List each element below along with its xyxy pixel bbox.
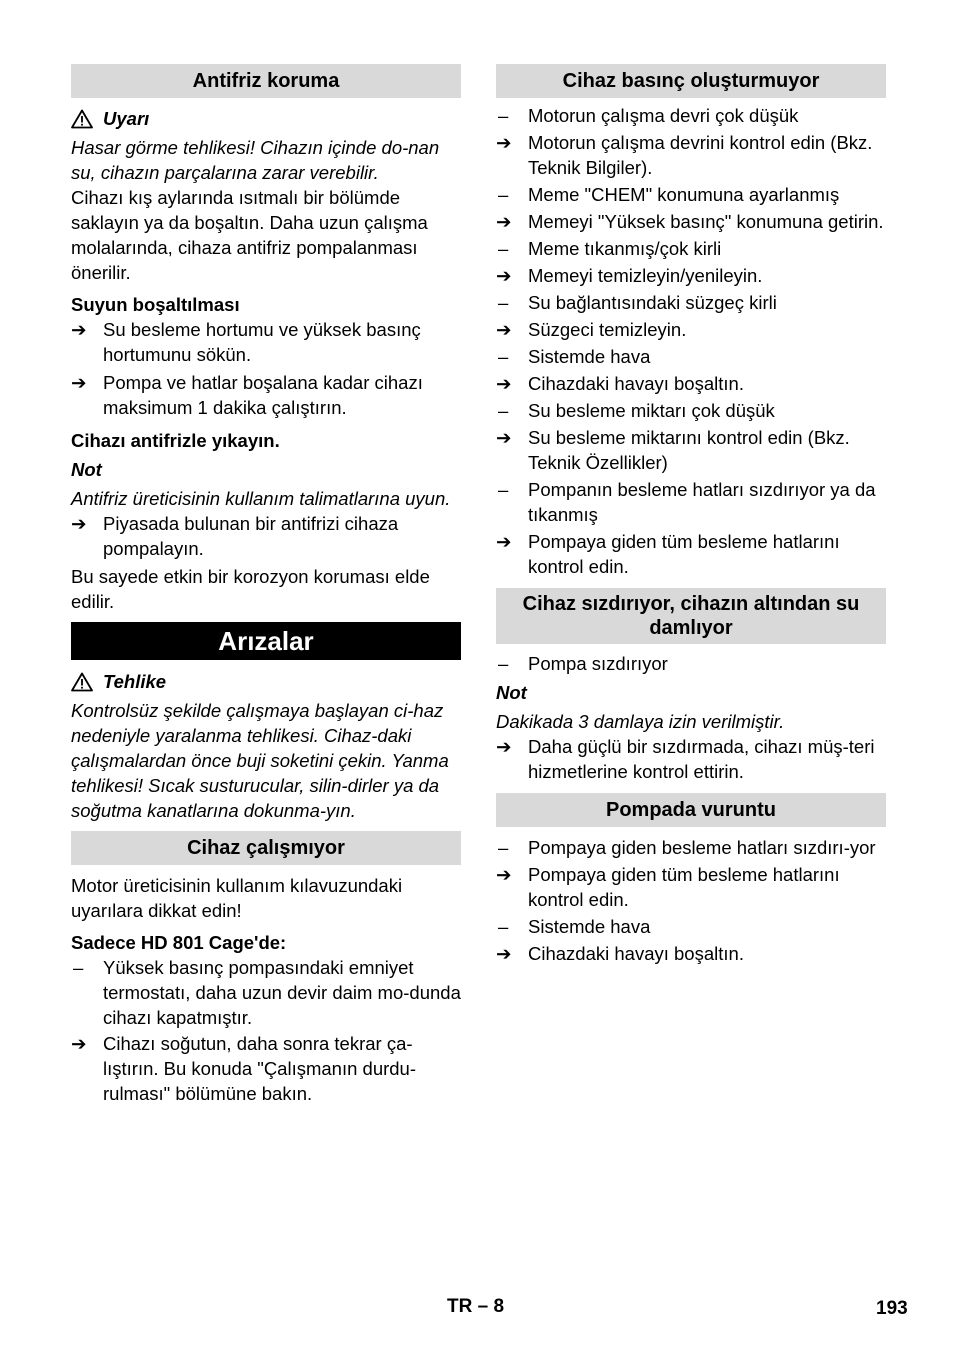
cause-text: Sistemde hava bbox=[528, 346, 651, 367]
dash-bullet-icon: – bbox=[498, 653, 509, 674]
footer-language-code: TR – 8 bbox=[447, 1296, 505, 1317]
arrow-right-icon: ➔ bbox=[496, 211, 512, 232]
cause-item bbox=[496, 290, 886, 315]
cause-text: Meme tıkanmış/çok kirli bbox=[528, 238, 722, 259]
dash-bullet-icon: – bbox=[498, 238, 509, 259]
cause-item bbox=[496, 477, 886, 527]
right-column bbox=[496, 64, 886, 966]
step-text: Memeyi "Yüksek basınç" konumuna getirin. bbox=[528, 211, 884, 232]
cause-text: Meme "CHEM" konumuna ayarlanmış bbox=[528, 184, 840, 205]
cause-item bbox=[496, 182, 886, 207]
arrow-right-icon: ➔ bbox=[496, 864, 512, 885]
danger-label: Tehlike bbox=[103, 671, 167, 692]
no-pressure-list bbox=[496, 103, 886, 579]
cause-text: Sistemde hava bbox=[528, 916, 651, 937]
step-text: Pompaya giden tüm besleme hatlarını kontrol edin. bbox=[528, 531, 840, 577]
arrow-right-icon: ➔ bbox=[71, 319, 87, 340]
note-text: Antifriz üreticisinin kullanım talimatlarına uyun. bbox=[71, 488, 451, 509]
danger-text: Kontrolsüz şekilde çalışmaya başlayan ci-haz nedeniyle yaralanma tehlikesi. Cihaz-daki çalışmalardan önce buji soketini çekin. Yanma tehlikesi! Sıcak susturucular, silin-dirler ya da soğutma kanatlarına dokunma-yın. bbox=[71, 700, 449, 821]
section-heading-knocking: Pompada vuruntu bbox=[496, 793, 886, 827]
arrow-right-icon: ➔ bbox=[496, 265, 512, 286]
warning-triangle-icon bbox=[71, 672, 93, 692]
step-text: Su besleme miktarını kontrol edin (Bkz. Teknik Özellikler) bbox=[528, 427, 850, 473]
antifreeze-body: Cihazı kış aylarında ısıtmalı bir bölümde saklayın ya da boşaltın. Daha uzun çalışma molalarında, cihaza antifriz pompalanması önerilir. bbox=[71, 187, 428, 283]
cause-item bbox=[496, 103, 886, 128]
step-item bbox=[71, 370, 461, 420]
not-working-body: Motor üreticisinin kullanım kılavuzundaki uyarılara dikkat edin! bbox=[71, 875, 403, 921]
cause-item bbox=[71, 955, 461, 1030]
knocking-list bbox=[496, 835, 886, 966]
arrow-right-icon: ➔ bbox=[496, 943, 512, 964]
dash-bullet-icon: – bbox=[498, 400, 509, 421]
step-item bbox=[496, 209, 886, 234]
cause-text: Yüksek basınç pompasındaki emniyet termostatı, daha uzun devir daim mo-dunda cihazı kapatmıştır. bbox=[103, 957, 461, 1028]
arrow-right-icon: ➔ bbox=[496, 427, 512, 448]
chapter-heading-faults: Arızalar bbox=[71, 622, 461, 660]
step-item bbox=[496, 263, 886, 288]
note-label: Not bbox=[71, 459, 102, 480]
dash-bullet-icon: – bbox=[498, 916, 509, 937]
cause-item bbox=[496, 914, 886, 939]
warning-triangle-icon bbox=[71, 109, 93, 129]
step-item bbox=[496, 130, 886, 180]
dash-bullet-icon: – bbox=[498, 479, 509, 500]
step-item bbox=[496, 941, 886, 966]
note-text: Dakikada 3 damlaya izin verilmiştir. bbox=[496, 711, 785, 732]
dash-bullet-icon: – bbox=[498, 837, 509, 858]
step-item bbox=[71, 511, 461, 561]
arrow-right-icon: ➔ bbox=[496, 319, 512, 340]
cause-item bbox=[496, 835, 886, 860]
note-label: Not bbox=[496, 682, 527, 703]
step-item bbox=[71, 317, 461, 367]
arrow-right-icon: ➔ bbox=[71, 1033, 87, 1054]
step-item bbox=[496, 529, 886, 579]
arrow-right-icon: ➔ bbox=[71, 513, 87, 534]
dash-bullet-icon: – bbox=[498, 292, 509, 313]
arrow-right-icon: ➔ bbox=[496, 373, 512, 394]
step-item bbox=[496, 734, 886, 784]
step-text: Cihazdaki havayı boşaltın. bbox=[528, 943, 744, 964]
step-text: Pompa ve hatlar boşalana kadar cihazı maksimum 1 dakika çalıştırın. bbox=[103, 372, 423, 418]
dash-bullet-icon: – bbox=[498, 184, 509, 205]
danger-line bbox=[71, 669, 461, 694]
dash-bullet-icon: – bbox=[73, 957, 84, 978]
section-heading-leaking: Cihaz sızdırıyor, cihazın altından su damlıyor bbox=[496, 588, 886, 644]
cause-text: Su besleme miktarı çok düşük bbox=[528, 400, 775, 421]
cause-text: Pompaya giden besleme hatları sızdırı-yor bbox=[528, 837, 876, 858]
arrow-right-icon: ➔ bbox=[71, 372, 87, 393]
section-heading-no-pressure: Cihaz basınç oluşturmuyor bbox=[496, 64, 886, 98]
step-text: Memeyi temizleyin/yenileyin. bbox=[528, 265, 763, 286]
section-heading-antifreeze: Antifriz koruma bbox=[71, 64, 461, 98]
step-text: Cihazı soğutun, daha sonra tekrar ça-lıştırın. Bu konuda "Çalışmanın durdu-rulması" bölümüne bakın. bbox=[103, 1033, 417, 1104]
step-text: Süzgeci temizleyin. bbox=[528, 319, 687, 340]
step-item bbox=[496, 317, 886, 342]
arrow-right-icon: ➔ bbox=[496, 132, 512, 153]
cause-text: Su bağlantısındaki süzgeç kirli bbox=[528, 292, 777, 313]
page-number: 193 bbox=[876, 1298, 908, 1319]
cause-item bbox=[496, 344, 886, 369]
warning-line bbox=[71, 106, 461, 131]
cause-item bbox=[496, 398, 886, 423]
antifreeze-closing: Bu sayede etkin bir korozyon koruması elde edilir. bbox=[71, 566, 430, 612]
only-model-subheading: Sadece HD 801 Cage'de: bbox=[71, 932, 287, 953]
cause-item bbox=[496, 651, 886, 676]
step-item bbox=[496, 862, 886, 912]
cause-text: Pompanın besleme hatları sızdırıyor ya da tıkanmış bbox=[528, 479, 876, 525]
arrow-right-icon: ➔ bbox=[496, 736, 512, 757]
warning-text: Hasar görme tehlikesi! Cihazın içinde do-nan su, cihazın parçalarına zarar verebilir. bbox=[71, 137, 440, 183]
step-item bbox=[496, 371, 886, 396]
step-item bbox=[71, 1031, 461, 1106]
step-text: Motorun çalışma devrini kontrol edin (Bkz. Teknik Bilgiler). bbox=[528, 132, 873, 178]
dash-bullet-icon: – bbox=[498, 105, 509, 126]
step-text: Cihazdaki havayı boşaltın. bbox=[528, 373, 744, 394]
cause-text: Pompa sızdırıyor bbox=[528, 653, 668, 674]
section-heading-not-working: Cihaz çalışmıyor bbox=[71, 831, 461, 865]
dash-bullet-icon: – bbox=[498, 346, 509, 367]
cause-text: Motorun çalışma devri çok düşük bbox=[528, 105, 799, 126]
rinse-subheading: Cihazı antifrizle yıkayın. bbox=[71, 430, 280, 451]
step-text: Pompaya giden tüm besleme hatlarını kontrol edin. bbox=[528, 864, 840, 910]
step-text: Piyasada bulunan bir antifrizi cihaza pompalayın. bbox=[103, 513, 399, 559]
cause-item bbox=[496, 236, 886, 261]
left-column bbox=[71, 64, 461, 1106]
arrow-right-icon: ➔ bbox=[496, 531, 512, 552]
drain-subheading: Suyun boşaltılması bbox=[71, 294, 240, 315]
step-item bbox=[496, 425, 886, 475]
step-text: Su besleme hortumu ve yüksek basınç hortumunu sökün. bbox=[103, 319, 421, 365]
warning-label: Uyarı bbox=[103, 108, 150, 129]
step-text: Daha güçlü bir sızdırmada, cihazı müş-teri hizmetlerine kontrol ettirin. bbox=[528, 736, 875, 782]
